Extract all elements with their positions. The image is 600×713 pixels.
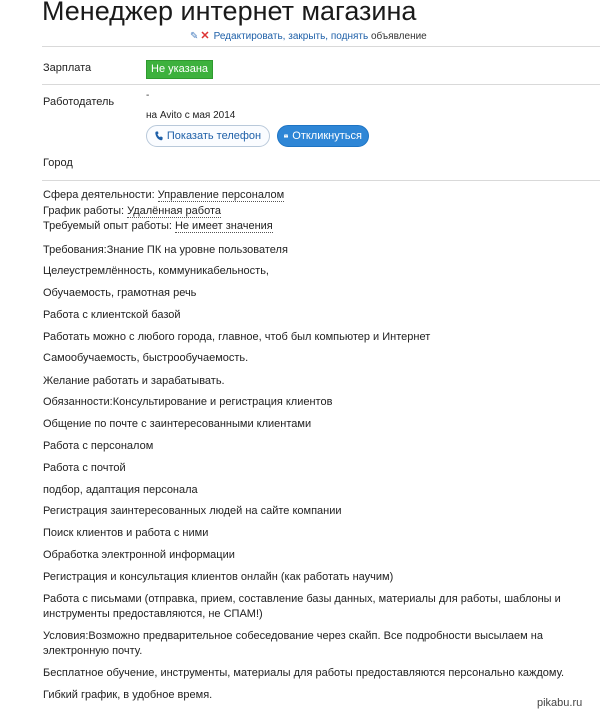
close-icon[interactable]: ✕ (200, 30, 210, 42)
description-line: Гибкий график, в удобное время. (43, 689, 213, 701)
meta-label: График работы: (43, 205, 125, 217)
pencil-icon[interactable]: ✎ (190, 31, 199, 42)
page-title: Менеджер интернет магазина (42, 0, 417, 26)
edit-bar (190, 29, 427, 42)
employer-label: Работодатель (43, 96, 115, 108)
meta-schedule (43, 205, 221, 217)
description-line: Условия:Возможно предварительное собеседование через скайп. Все подробности высылаем на электронную почту. (43, 630, 543, 657)
city-label: Город (43, 157, 73, 169)
description-line: Работать можно с любого города, главное, чтоб был компьютер и Интернет (43, 331, 431, 343)
reply-label: Откликнуться (292, 130, 362, 142)
description-line: Работа с персоналом (43, 440, 154, 452)
description-line: Регистрация заинтересованных людей на сайте компании (43, 505, 342, 517)
salary-badge: Не указана (146, 60, 213, 79)
description-line: Работа с клиентской базой (43, 309, 181, 321)
divider (42, 180, 600, 181)
mail-icon (284, 132, 288, 140)
divider (42, 84, 600, 85)
salary-label: Зарплата (43, 62, 92, 74)
employer-name: - (146, 90, 150, 101)
description-line: Работа с письмами (отправка, прием, составление базы данных, материалы для работы, шаблоны и инструменты предоставляются, не СПАМ!) (43, 593, 561, 620)
edit-suffix: объявление (370, 31, 427, 42)
description-line: Целеустремлённость, коммуникабельность, (43, 265, 269, 277)
meta-label: Сфера деятельности: (43, 189, 155, 201)
meta-activity (43, 189, 284, 201)
description-line: Обучаемость, грамотная речь (43, 287, 197, 299)
show-phone-button[interactable] (146, 125, 270, 147)
description-line: Обязанности:Консультирование и регистрация клиентов (43, 396, 333, 408)
description-line: Требования:Знание ПК на уровне пользователя (43, 244, 288, 256)
description-line: подбор, адаптация персонала (43, 484, 198, 496)
phone-icon (155, 131, 163, 141)
meta-value[interactable]: Управление персоналом (157, 189, 285, 201)
edit-link[interactable]: Редактировать, закрыть, поднять (213, 31, 369, 42)
meta-label: Требуемый опыт работы: (43, 220, 172, 232)
employer-since: на Avito с мая 2014 (146, 110, 236, 121)
description-line: Обработка электронной информации (43, 549, 235, 561)
description-line: Регистрация и консультация клиентов онлайн (как работать научим) (43, 571, 394, 583)
watermark: pikabu.ru (537, 697, 583, 709)
meta-value[interactable]: Удалённая работа (127, 205, 221, 217)
description-line: Общение по почте с заинтересованными клиентами (43, 418, 312, 430)
description-line: Самообучаемость, быстрообучаемость. (43, 352, 249, 364)
description-line: Бесплатное обучение, инструменты, материалы для работы предоставляются персонально каждому. (43, 667, 565, 679)
description-line: Желание работать и зарабатывать. (43, 375, 225, 387)
meta-value[interactable]: Не имеет значения (174, 220, 273, 232)
description-line: Поиск клиентов и работа с ними (43, 527, 209, 539)
reply-button[interactable] (277, 125, 369, 147)
description-line: Работа с почтой (43, 462, 126, 474)
divider (42, 46, 600, 47)
meta-experience (43, 220, 273, 232)
show-phone-label: Показать телефон (166, 130, 262, 142)
